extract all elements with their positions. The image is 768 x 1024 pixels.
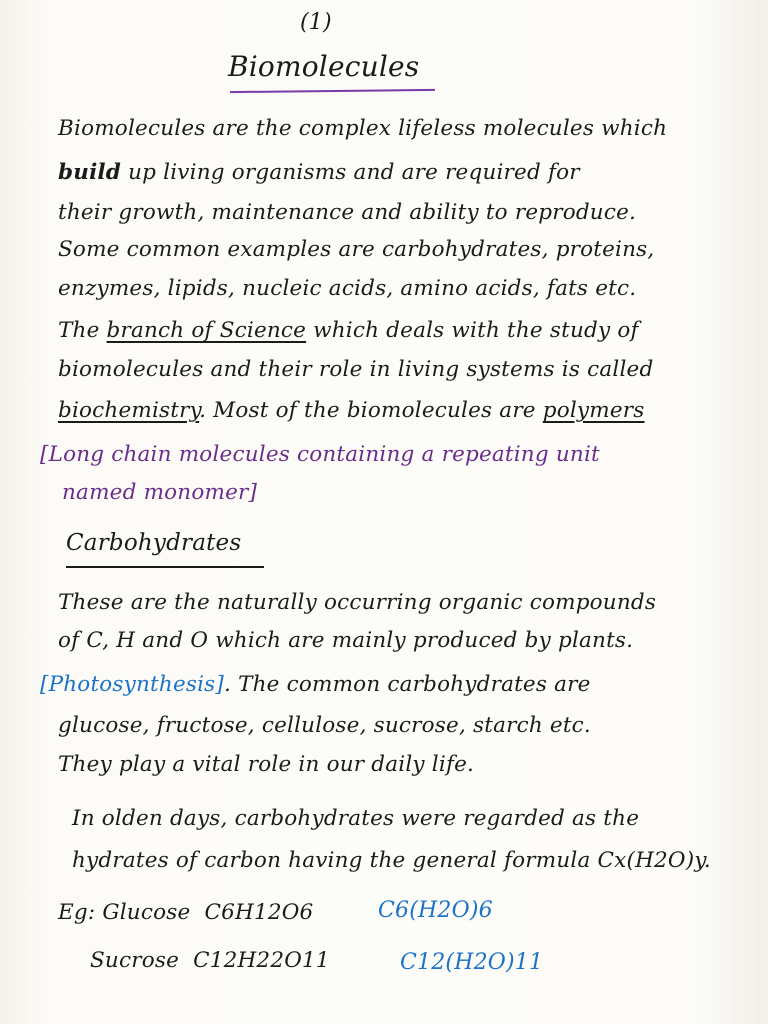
- example-label: Eg: Glucose: [58, 900, 191, 925]
- sucrose-formula: C12H22O11: [193, 948, 330, 973]
- section-heading-underline: [66, 566, 264, 568]
- underlined-biochemistry: biochemistry: [58, 398, 200, 423]
- section-heading: Carbohydrates: [66, 530, 242, 556]
- page-title: Biomolecules: [228, 50, 420, 83]
- page-number: (1): [300, 10, 332, 35]
- note-line: named monomer]: [62, 480, 258, 505]
- line-text: hydrates of carbon having the general formula: [72, 848, 598, 873]
- section-line: [40, 672, 591, 697]
- paragraph-line: [58, 160, 580, 185]
- paragraph-line: enzymes, lipids, nucleic acids, amino acids, fats etc.: [58, 276, 637, 301]
- paragraph-line: [58, 398, 645, 423]
- line-text: which deals with the study of: [306, 318, 639, 343]
- underlined-branch-of-science: branch of Science: [106, 318, 307, 343]
- paragraph-line: their growth, maintenance and ability to reproduce.: [58, 200, 637, 225]
- title-underline: [230, 89, 435, 93]
- glucose-hydrate-formula: C6(H2O)6: [378, 898, 493, 923]
- photosynthesis-note: [Photosynthesis]: [40, 672, 224, 697]
- section-line: They play a vital role in our daily life.: [58, 752, 475, 777]
- paragraph-line: biomolecules and their role in living systems is called: [58, 357, 654, 382]
- line-text: up living organisms and are required for: [121, 160, 580, 185]
- line-text: The: [58, 318, 107, 343]
- sucrose-label: Sucrose: [90, 948, 179, 973]
- bold-word-build: build: [58, 160, 122, 185]
- paragraph-line: Biomolecules are the complex lifeless molecules which: [58, 116, 668, 141]
- line-text: . Most of the biomolecules are: [199, 398, 543, 423]
- line-text: . The common carbohydrates are: [224, 672, 591, 697]
- paragraph-line: [58, 318, 639, 343]
- section-line: These are the naturally occurring organic compounds: [58, 590, 657, 615]
- section-line: [72, 848, 711, 873]
- section-line: glucose, fructose, cellulose, sucrose, starch etc.: [58, 713, 591, 738]
- section-line: In olden days, carbohydrates were regarded as the: [72, 806, 640, 831]
- section-line: of C, H and O which are mainly produced by plants.: [58, 628, 634, 653]
- underlined-polymers: polymers: [542, 398, 645, 423]
- note-line: [Long chain molecules containing a repeating unit: [40, 442, 600, 467]
- sucrose-hydrate-formula: C12(H2O)11: [400, 950, 544, 975]
- general-formula: Cx(H2O)y.: [597, 848, 711, 873]
- paragraph-line: Some common examples are carbohydrates, proteins,: [58, 237, 655, 262]
- example-glucose: [58, 900, 313, 925]
- glucose-formula: C6H12O6: [204, 900, 314, 925]
- example-sucrose: [90, 948, 330, 973]
